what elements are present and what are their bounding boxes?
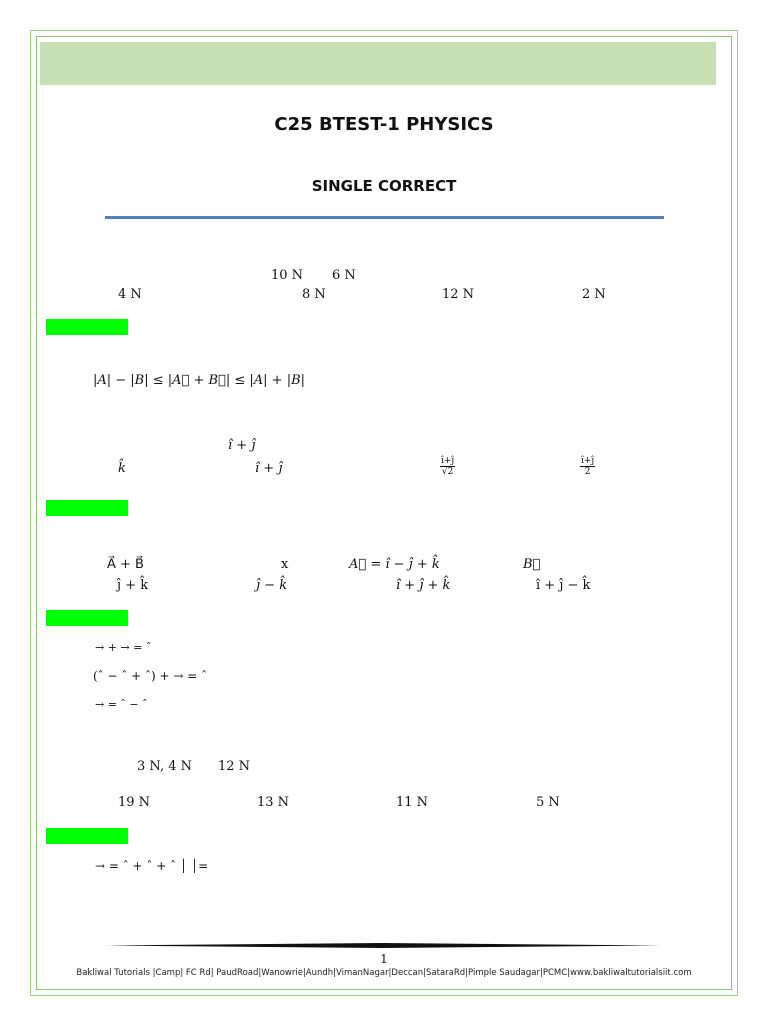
q2-option-c-denominator: √2 — [441, 467, 454, 477]
q1-stem-value-b: 6 N — [332, 268, 356, 283]
q4-stem-values: 3 N, 4 N — [137, 759, 192, 774]
page-title: C25 BTEST-1 PHYSICS — [274, 114, 494, 135]
q2-option-c — [440, 456, 455, 477]
q1-option-c: 12 N — [442, 287, 475, 302]
q4-option-c: 11 N — [396, 795, 429, 810]
page-number: 1 — [380, 952, 388, 966]
header-band — [40, 42, 716, 85]
q1-option-d: 2 N — [582, 287, 606, 302]
q2-stem-vector: î + ĵ — [228, 438, 256, 453]
q2-option-d-numerator: î+ĵ — [581, 456, 595, 466]
sol3-line-2: (ˆ − ˆ + ˆ) + → = ˆ — [93, 669, 208, 683]
q2-option-b: î + ĵ — [255, 461, 283, 476]
sol1-formula: |A| − |B| ≤ |A⃗ + B⃗| ≤ |A| + |B| — [93, 373, 306, 388]
q3-stem-vector-a: A⃗ = î − ĵ + k̂ — [349, 557, 440, 572]
answer-highlight-4 — [46, 828, 128, 844]
footer-rule — [106, 943, 661, 948]
q1-stem-value-a: 10 N — [271, 268, 304, 283]
heading-rule — [105, 216, 664, 219]
q3-stem-vector-b: B⃗ — [523, 557, 541, 572]
q2-option-d — [580, 456, 595, 477]
q3-option-a: ĵ + k̂ — [117, 578, 149, 593]
q3-stem-sum: A⃗ + B⃗ — [107, 557, 144, 572]
q4-option-d: 5 N — [536, 795, 560, 810]
sol3-line-3: → = ˆ − ˆ — [95, 698, 148, 711]
q2-option-c-numerator: î+ĵ — [441, 456, 455, 466]
q1-option-a: 4 N — [118, 287, 142, 302]
q4-option-a: 19 N — [118, 795, 151, 810]
q4-stem-resultant: 12 N — [218, 759, 251, 774]
q2-option-a: k̂ — [118, 461, 126, 476]
section-heading: SINGLE CORRECT — [311, 177, 457, 195]
q3-option-d: î + ĵ − k̂ — [536, 578, 591, 593]
q3-option-c: î + ĵ + k̂ — [396, 578, 451, 593]
q2-option-d-denominator: 2 — [584, 467, 591, 477]
q3-option-b: ĵ − k̂ — [256, 578, 288, 593]
sol4-line-1: → = ˆ + ˆ + ˆ │ │= — [95, 859, 209, 873]
sol3-line-1: → + → = ˆ — [95, 641, 152, 654]
answer-highlight-3 — [46, 610, 128, 626]
q1-option-b: 8 N — [302, 287, 326, 302]
answer-highlight-2 — [46, 500, 128, 516]
footer-text: Bakliwal Tutorials |Camp| FC Rd| PaudRoad|Wanowrie|Aundh|VimanNagar|Deccan|SataraRd|Pimple Saudagar|PCMC|www.bakliwaltutorialsiit.com — [76, 968, 692, 978]
q4-option-b: 13 N — [257, 795, 290, 810]
q3-stem-x: x — [281, 557, 289, 572]
answer-highlight-1 — [46, 319, 128, 335]
